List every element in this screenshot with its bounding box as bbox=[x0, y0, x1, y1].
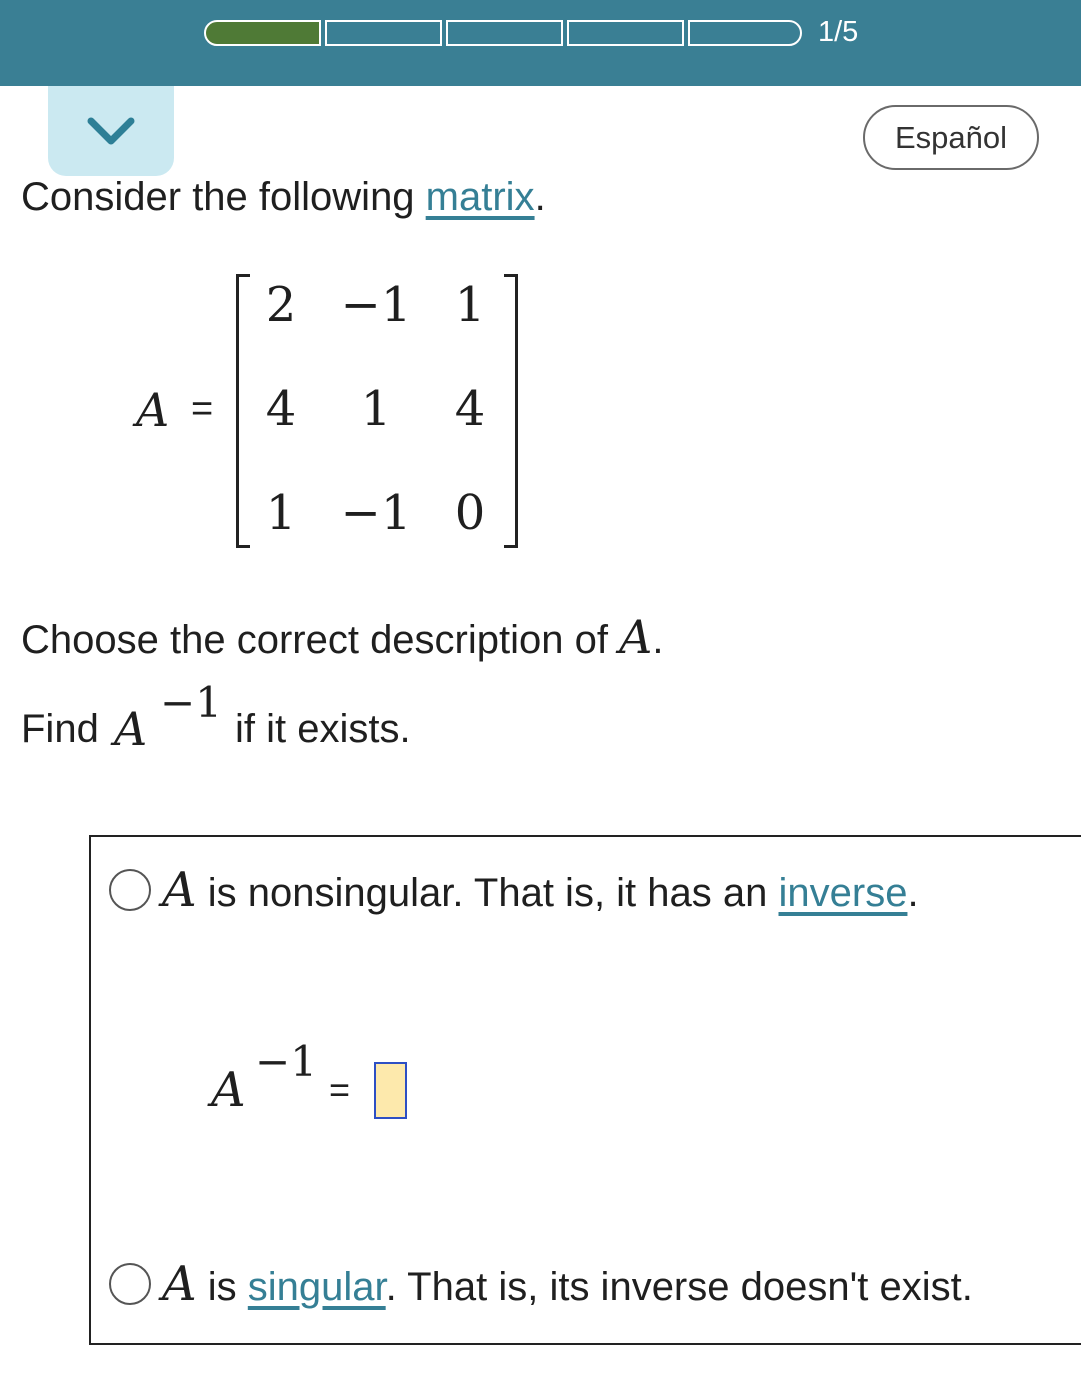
choose-period: . bbox=[652, 618, 664, 662]
option-nonsingular-radio[interactable] bbox=[109, 869, 151, 911]
option-singular-label[interactable] bbox=[162, 1256, 973, 1312]
progress-segment-4 bbox=[567, 20, 684, 46]
matrix-name: A bbox=[136, 383, 170, 437]
language-toggle-button[interactable]: Español bbox=[863, 105, 1039, 170]
matrix-cell: 1 bbox=[265, 485, 297, 541]
option-text: is bbox=[196, 1265, 248, 1309]
option-nonsingular-label[interactable] bbox=[162, 862, 919, 918]
question-intro bbox=[21, 175, 546, 220]
matrix-equals: = bbox=[191, 388, 214, 430]
option-singular-radio[interactable] bbox=[109, 1263, 151, 1305]
intro-text: Consider the following bbox=[21, 175, 426, 219]
inverse-glossary-link[interactable]: inverse bbox=[778, 871, 908, 915]
option-var: A bbox=[162, 862, 197, 918]
option-text: is nonsingular. That is, it has an bbox=[196, 871, 779, 915]
option-text: . That is, its inverse doesn't exist. bbox=[385, 1265, 973, 1309]
matrix-cell: 4 bbox=[265, 381, 297, 437]
answer-options bbox=[89, 835, 1081, 1345]
progress-header bbox=[0, 0, 1081, 86]
choose-text: Choose the correct description of bbox=[21, 618, 620, 662]
inverse-answer-input[interactable] bbox=[374, 1062, 407, 1119]
find-suffix: if it exists. bbox=[235, 707, 411, 751]
matrix-cell: −1 bbox=[340, 277, 412, 333]
matrix-cell: 0 bbox=[454, 485, 486, 541]
matrix-cell: 4 bbox=[454, 381, 486, 437]
progress-label: 1/5 bbox=[818, 16, 859, 48]
intro-period: . bbox=[534, 175, 546, 219]
chevron-down-icon bbox=[86, 116, 136, 148]
find-exponent: −1 bbox=[160, 678, 222, 727]
matrix-cell: 2 bbox=[265, 277, 297, 333]
collapse-button[interactable] bbox=[48, 86, 174, 176]
choose-prompt bbox=[21, 610, 663, 664]
formula-exponent: −1 bbox=[255, 1037, 317, 1086]
singular-glossary-link[interactable]: singular bbox=[247, 1265, 386, 1309]
progress-segment-3 bbox=[446, 20, 563, 46]
progress-segment-2 bbox=[325, 20, 442, 46]
matrix-cell: 1 bbox=[360, 381, 392, 437]
find-var: A bbox=[114, 702, 148, 756]
find-prompt-text: Find bbox=[21, 707, 99, 751]
matrix-glossary-link[interactable]: matrix bbox=[425, 175, 535, 219]
progress-segment-1 bbox=[204, 20, 321, 46]
option-var: A bbox=[162, 1256, 197, 1312]
progress-segment-5 bbox=[688, 20, 802, 46]
formula-var: A bbox=[211, 1062, 246, 1118]
matrix-cell: 1 bbox=[454, 277, 486, 333]
option-period: . bbox=[907, 871, 919, 915]
choose-var: A bbox=[619, 610, 653, 664]
formula-equals: = bbox=[329, 1069, 351, 1110]
matrix-cell: −1 bbox=[340, 485, 412, 541]
